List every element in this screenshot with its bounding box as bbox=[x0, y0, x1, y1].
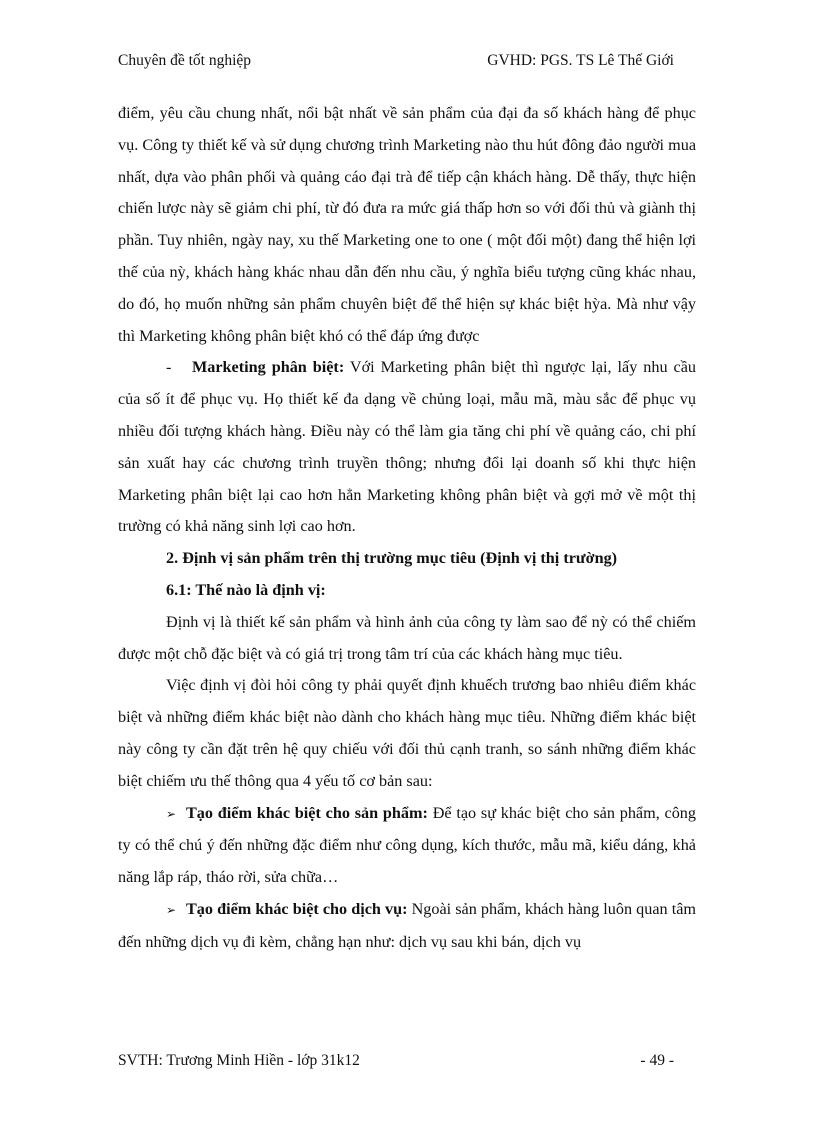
paragraph-definition: Định vị là thiết kế sản phẩm và hình ảnh của công ty làm sao để nỳ có thể chiếm được một chỗ đặc biệt và có giá trị trong tâm trí của các khách hàng mục tiêu. bbox=[118, 612, 696, 663]
page-footer bbox=[118, 1050, 674, 1072]
list-item-heading: Marketing phân biệt: bbox=[192, 358, 345, 377]
dash-marker: - bbox=[166, 358, 172, 377]
list-item-text: Với Marketing phân biệt thì ngược lại, lấy nhu cầu của số ít để phục vụ. Họ thiết kế đa dạng về chủng loại, mẫu mã, màu sắc để phục vụ nhiều đối tượng khách hàng. Điều này có thể làm gia tăng chi phí về quảng cáo, chi phí sản xuất hay các chương trình truyền thông; nhưng đổi lại doanh số khi thực hiện Marketing phân biệt lại cao hơn hẳn Marketing không phân biệt và gợi mở về một thị trường có khả năng sinh lợi cao hơn. bbox=[118, 358, 696, 536]
list-item-marketing-phan-biet bbox=[118, 352, 696, 543]
header-divider bbox=[112, 80, 678, 81]
page-number: - 49 - bbox=[640, 1052, 674, 1069]
header-title: Chuyên đề tốt nghiệp bbox=[118, 52, 252, 69]
arrow-bullet-icon: ➢ bbox=[166, 806, 177, 821]
list-item-product-differentiation bbox=[118, 798, 696, 894]
list-item-text: Để tạo sự khác biệt cho sản phẩm, công ty có thể chú ý đến những đặc điểm như công dụng, kích thước, mẫu mã, kiểu dáng, khả năng lắp ráp, tháo rời, sửa chữa… bbox=[118, 803, 696, 887]
list-item-heading: Tạo điểm khác biệt cho sản phẩm: bbox=[186, 803, 428, 822]
header-supervisor: GVHD: PGS. TS Lê Thế Giới bbox=[487, 52, 674, 69]
list-item-text: Ngoài sản phẩm, khách hàng luôn quan tâm đến những dịch vụ đi kèm, chẳng hạn như: dịch vụ sau khi bán, dịch vụ bbox=[118, 899, 696, 951]
subsection-heading-6-1: 6.1: Thế nào là định vị: bbox=[166, 580, 326, 599]
paragraph-continuation: điểm, yêu cầu chung nhất, nổi bật nhất về sản phẩm của đại đa số khách hàng để phục vụ. Công ty thiết kế và sử dụng chương trình Marketing nào thu hút đông đảo người mua nhất, dựa vào phân phối và quảng cáo đại trà để tiếp cận khách hàng. Dễ thấy, thực hiện chiến lược này sẽ giảm chi phí, từ đó đưa ra mức giá thấp hơn so với đối thủ và giành thị phần. Tuy nhiên, ngày nay, xu thế Marketing one to one ( một đối một) đang thể hiện lợi thế của nỳ, khách hàng khác nhau dẫn đến nhu cầu, ý nghĩa biểu tượng cũng khác nhau, do đó, họ muốn những sản phẩm chuyên biệt để thể hiện sự khác biệt hỳa. Mà như vậy thì Marketing không phân biệt khó có thể đáp ứng được bbox=[118, 104, 696, 345]
paragraph-positioning: Việc định vị đòi hỏi công ty phải quyết định khuếch trương bao nhiêu điểm khác biệt và những điểm khác biệt nào dành cho khách hàng mục tiêu. Những điểm khác biệt này công ty cần đặt trên hệ quy chiếu với đối thủ cạnh tranh, so sánh những điểm khác biệt chiếm ưu thế thông qua 4 yếu tố cơ bản sau: bbox=[118, 676, 696, 790]
arrow-bullet-icon: ➢ bbox=[166, 902, 177, 917]
page-header bbox=[118, 50, 674, 82]
section-heading-2: 2. Định vị sản phẩm trên thị trường mục tiêu (Định vị thị trường) bbox=[166, 549, 618, 568]
list-item-service-differentiation bbox=[118, 894, 696, 959]
footer-author: SVTH: Trương Minh Hiền - lớp 31k12 bbox=[118, 1052, 360, 1069]
list-item-heading: Tạo điểm khác biệt cho dịch vụ: bbox=[186, 899, 408, 918]
page-body bbox=[118, 98, 696, 959]
